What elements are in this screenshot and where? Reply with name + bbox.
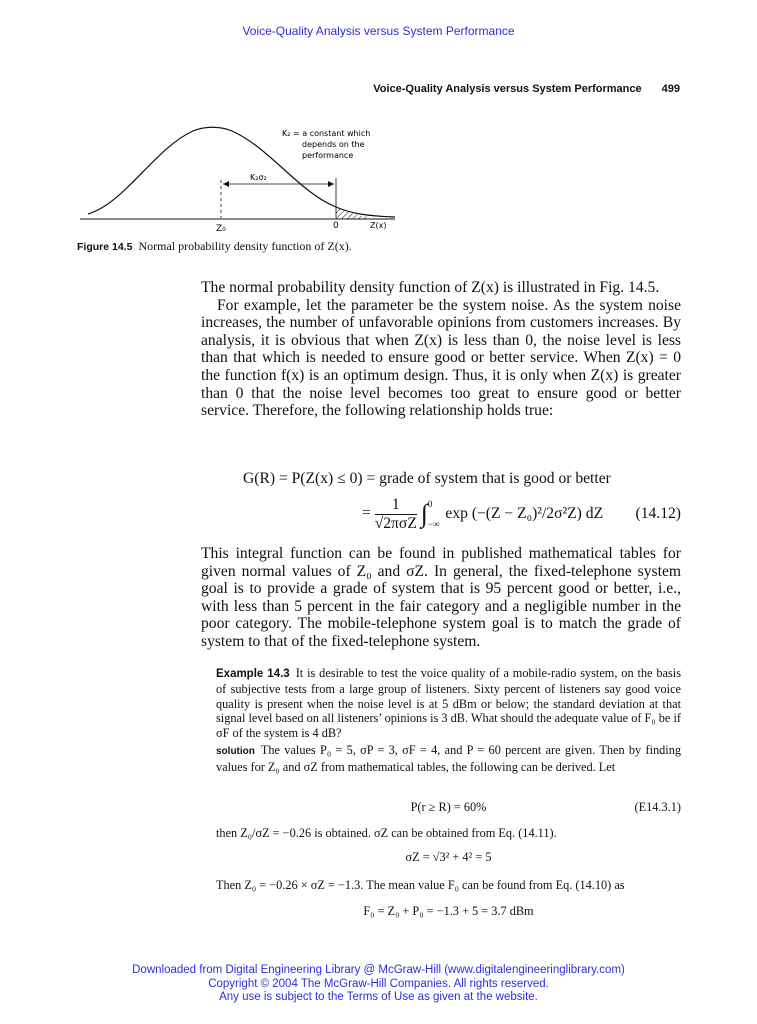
example-label: Example 14.3	[216, 668, 290, 680]
footer-terms-link[interactable]: Any use is subject to the Terms of Use as given at the website.	[219, 991, 538, 1003]
body-text-bottom	[201, 545, 681, 651]
example-paragraph	[216, 666, 681, 741]
integrand: exp (−(Z − Z₀)²/2σ²Z) dZ	[445, 505, 604, 522]
equation-integral: = $\frac{1}{\text{√2πσZ}}$ ∫ 0 −∞ exp (−(Z − Z₀)²/2σ²Z) dZ	[362, 494, 603, 534]
footer-download-link[interactable]: Downloaded from Digital Engineering Library @ McGraw-Hill (www.digitalengineeringlibrary.com)	[132, 964, 625, 976]
footer-copyright: Copyright © 2004 The McGraw-Hill Companies. All rights reserved.	[208, 977, 549, 990]
annotation-line2: depends on the	[302, 140, 365, 149]
fraction-denominator: √2πσZ	[374, 514, 417, 532]
zero-label: 0	[333, 221, 339, 231]
equation-grade: G(R) = P(Z(x) ≤ 0) = grade of system that is good or better	[243, 470, 611, 487]
annotation-line1: K₂ = a constant which	[282, 129, 371, 138]
example-line-2: then Z₀/σZ = −0.26 is obtained. σZ can be obtained from Eq. (14.11).	[216, 826, 557, 840]
equation-number-14-12: (14.12)	[635, 505, 681, 522]
z0-label: Z₀	[216, 224, 226, 234]
k-sigma-label: K₂σ₂	[250, 173, 267, 182]
footer	[0, 964, 757, 1005]
example-text: It is desirable to test the voice quality of a mobile-radio system, on the basis of subjective tests from a large group of listeners. Sixty percent of listeners say good voice quality is present when the noise level is at 5 dBm or below; the standard deviation at that signal level based on all listeners’ opinions is 3 dB. What should the adequate value of F₀ be if σF of the system is 4 dB?	[216, 666, 681, 741]
figure-caption	[77, 239, 352, 254]
paragraph-3: This integral function can be found in published mathematical tables for given normal values of Z₀ and σZ. In general, the fixed-telephone system goal is to provide a grade of system that is 95 percent good or better, i.e., with less than 5 percent in the fair category and a negligible number in the poor category. The mobile-telephone system goal is to match the grade of system to that of the fixed-telephone system.	[201, 545, 681, 650]
solution-label: solution	[216, 745, 255, 757]
integral-sign: ∫	[420, 499, 428, 528]
fraction-numerator: 1	[375, 496, 417, 515]
caption-text: Normal probability density function of Z(x).	[138, 239, 352, 253]
caption-label: Figure 14.5	[77, 241, 133, 253]
body-text-top	[201, 279, 681, 420]
page-number: 499	[661, 83, 680, 95]
integral-lower: −∞	[427, 519, 440, 529]
paragraph-1: The normal probability density function of Z(x) is illustrated in Fig. 14.5.	[201, 279, 660, 296]
integral-upper: 0	[427, 499, 433, 509]
normal-density-figure	[80, 118, 400, 236]
zx-label: Z(x)	[370, 221, 387, 230]
annotation-line3: performance	[302, 151, 354, 160]
equation-number-e14-3-1: (E14.3.1)	[634, 800, 681, 814]
paragraph-2: For example, let the parameter be the system noise. As the system noise increases, the number of unfavorable opinions from customers increases. By analysis, it is obvious that when Z(x) is less than 0, the noise level is less than that which is needed to ensure good or better service. When Z(x) = 0 the function f(x) is an optimum design. Thus, it is only when Z(x) is greater than 0 that the noise level becomes too great to ensure good or better service. Therefore, the following relationship holds true:	[201, 296, 681, 420]
running-head	[0, 83, 680, 95]
source-banner[interactable]: Voice-Quality Analysis versus System Performance	[242, 24, 515, 38]
solution-text: The values P₀ = 5, σP = 3, σF = 4, and P = 60 percent are given. Then by finding values for Z₀ and σZ from mathematical tables, the following can be derived. Let	[216, 742, 681, 774]
equation-f0: F₀ = Z₀ + P₀ = −1.3 + 5 = 3.7 dBm	[363, 904, 534, 918]
running-head-title: Voice-Quality Analysis versus System Performance	[373, 83, 642, 95]
equation-e14-3-1: P(r ≥ R) = 60%	[410, 800, 487, 814]
solution-paragraph	[216, 743, 681, 775]
equation-sigma-z: σZ = √3² + 4² = 5	[405, 850, 492, 864]
example-block	[216, 666, 681, 775]
fraction	[375, 496, 417, 533]
example-line-3: Then Z₀ = −0.26 × σZ = −1.3. The mean value F₀ can be found from Eq. (14.10) as	[216, 878, 625, 892]
